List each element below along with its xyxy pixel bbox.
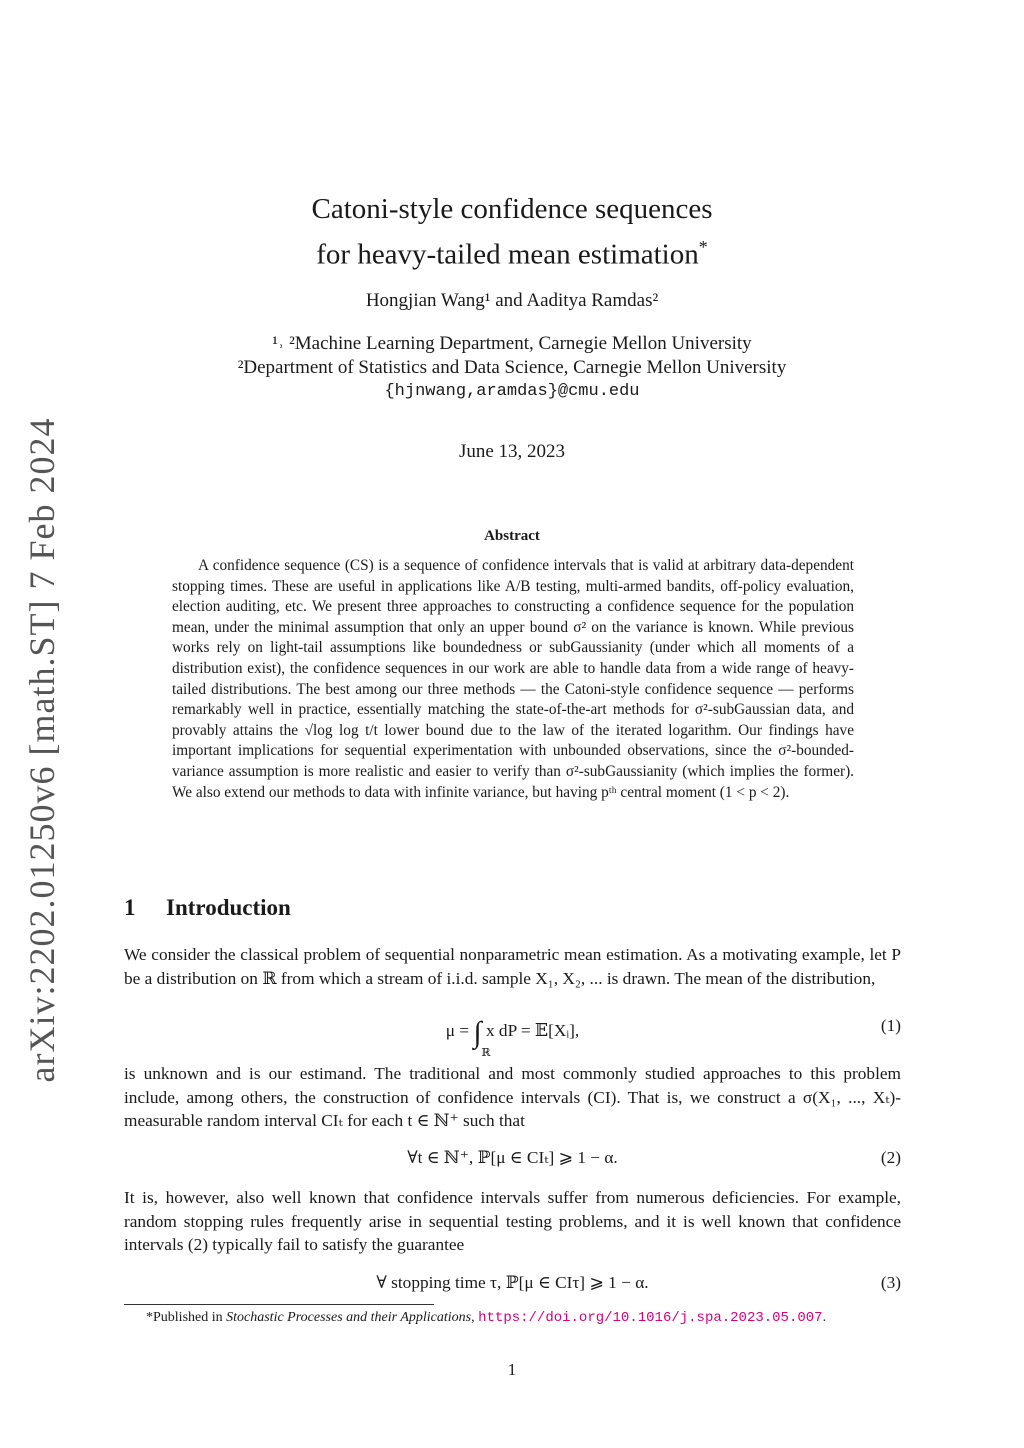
footnote — [146, 1310, 826, 1326]
footnote-end: . — [822, 1310, 827, 1325]
section-number: 1 — [124, 895, 136, 920]
abstract-heading: Abstract — [484, 528, 540, 544]
footnote-doi-link[interactable]: https://doi.org/10.1016/j.spa.2023.05.007 — [478, 1310, 823, 1326]
intro-paragraph-3: It is, however, also well known that confidence intervals suffer from numerous deficiencies. For example, random stopping rules frequently arise in sequential testing problems, and it is well known that confidence intervals (2) typically fail to satisfy the guarantee — [124, 1188, 901, 1254]
paper-title — [0, 190, 1024, 274]
footnote-prefix: *Published in — [146, 1310, 227, 1325]
date: June 13, 2023 — [458, 441, 566, 462]
equation-3-tag: (3) — [880, 1273, 901, 1292]
affiliations — [0, 332, 1024, 404]
equation-1-body — [124, 1016, 901, 1059]
authors: Hongjian Wang¹ and Aaditya Ramdas² — [365, 290, 659, 311]
title-line-2-text: for heavy-tailed mean estimation — [316, 238, 699, 271]
email[interactable]: {hjnwang,aramdas}@cmu.edu — [384, 382, 640, 401]
abstract-text: A confidence sequence (CS) is a sequence of confidence intervals that is valid at arbitrary data-dependent stopping times. These are useful in applications like A/B testing, multi-armed bandits, off-policy evaluation, election auditing, etc. We present three approaches to constructing a confidence sequence for the population mean, under the minimal assumption that only an upper bound σ² on the variance is known. While previous works rely on light-tail assumptions like boundedness or subGaussianity (under which all moments of a distribution exist), the confidence sequences in our work are able to handle data from a wide range of heavy-tailed distributions. The best among our three methods — the Catoni-style confidence sequence — performs remarkably well in practice, essentially matching the state-of-the-art methods for σ²-subGaussian data, and provably attains the √log log t/t lower bound due to the law of the iterated logarithm. Our findings have important implications for sequential experimentation with unbounded observations, since the σ²-bounded-variance assumption is more realistic and easier to verify than σ²-subGaussianity (which implies the former). We also extend our methods to data with infinite variance, but having pᵗʰ central moment (1 < p < 2). — [172, 557, 854, 801]
equation-1-lhs: μ = — [445, 1021, 474, 1040]
footnote-separator: , — [471, 1310, 479, 1325]
footnote-rule — [124, 1304, 434, 1305]
equation-2-tag: (2) — [880, 1148, 901, 1167]
intro-paragraph-1: We consider the classical problem of sequential nonparametric mean estimation. As a motivating example, let P be a distribution on ℝ from which a stream of i.i.d. sample X₁, X₂, ... is drawn. The mean of the distribution, — [124, 945, 901, 988]
equation-2-body: ∀t ∈ ℕ⁺, ℙ[μ ∈ CIₜ] ⩾ 1 − α. — [407, 1148, 618, 1167]
intro-paragraph-2: is unknown and is our estimand. The traditional and most commonly studied approaches to this problem include, among others, the construction of confidence intervals (CI). That is, we construct a σ(X₁, ..., Xₜ)-measurable random interval CIₜ for each t ∈ ℕ⁺ such that — [124, 1064, 901, 1130]
equation-1-rhs: x dP = 𝔼[Xᵢ], — [481, 1021, 580, 1040]
arxiv-identifier: arXiv:2202.01250v6 [math.ST] 7 Feb 2024 — [22, 417, 62, 1083]
equation-1 — [124, 1016, 901, 1059]
affiliation-1: ¹˒ ²Machine Learning Department, Carnegie Mellon University — [272, 333, 752, 354]
equation-1-tag: (1) — [880, 1016, 901, 1035]
section-heading — [124, 895, 291, 921]
affiliation-2: ²Department of Statistics and Data Science, Carnegie Mellon University — [237, 357, 787, 378]
section-title: Introduction — [166, 895, 291, 920]
title-line-2: for heavy-tailed mean estimation* — [316, 237, 708, 271]
equation-3-body: ∀ stopping time τ, ℙ[μ ∈ CIτ] ⩾ 1 − α. — [376, 1273, 649, 1292]
integral-domain: ℝ — [481, 1047, 491, 1059]
equation-3 — [124, 1273, 901, 1303]
footnote-journal: Stochastic Processes and their Applications — [226, 1310, 472, 1325]
integral-symbol: ∫ ℝ — [473, 1016, 491, 1059]
title-line-1: Catoni-style confidence sequences — [311, 193, 713, 225]
page-number: 1 — [507, 1360, 517, 1379]
equation-2 — [124, 1148, 901, 1178]
